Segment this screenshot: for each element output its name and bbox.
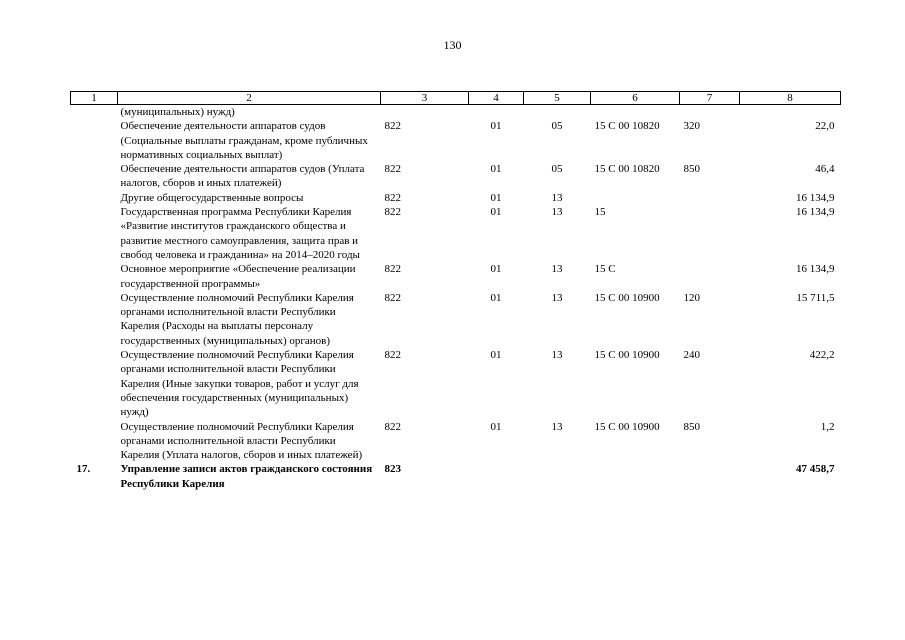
row-section-code: 01: [490, 263, 502, 276]
row-number: [71, 420, 118, 463]
row-name: (муниципальных) нужд): [120, 106, 235, 118]
row-ved-code: 822: [384, 349, 401, 362]
table-row: [71, 420, 841, 463]
row-number: [71, 191, 118, 205]
budget-table: [70, 91, 841, 491]
table-row: [71, 105, 841, 120]
row-subsection-code: 13: [551, 191, 563, 204]
row-target-article: [591, 191, 680, 205]
row-amount: 16 134,9: [796, 191, 835, 204]
row-name: Осуществление полномочий Республики Карелия органами исполнительной власти Республики Карелия (Расходы на выплаты персоналу государственных (муниципальных) органов): [120, 291, 354, 347]
row-subsection-code: 13: [551, 291, 563, 304]
row-name: Осуществление полномочий Республики Карелия органами исполнительной власти Республики Карелия (Иные закупки товаров, работ и услуг для обеспечения государственных (муниципальных) нужд): [120, 349, 359, 419]
row-amount: 16 134,9: [796, 206, 835, 219]
row-subsection-code: 13: [551, 206, 563, 219]
row-amount: 22,0: [815, 120, 835, 133]
row-number: [71, 162, 118, 191]
row-subsection-code: 13: [551, 349, 563, 362]
row-subsection-code: 05: [551, 163, 563, 176]
row-number: [71, 291, 118, 348]
row-ved-code: 822: [384, 420, 401, 433]
row-ved-code: 822: [384, 163, 401, 176]
table-row: [71, 262, 841, 291]
row-expense-type: 240: [683, 349, 700, 362]
table-row: [71, 119, 841, 162]
row-name: Осуществление полномочий Республики Карелия органами исполнительной власти Республики Карелия (Уплата налогов, сборов и иных платежей): [120, 420, 363, 462]
row-amount: 1,2: [820, 420, 835, 433]
row-amount: 16 134,9: [796, 263, 835, 276]
row-expense-type: [680, 205, 740, 262]
row-target-article: 15: [594, 206, 606, 219]
row-name: Управление записи актов гражданского состояния Республики Карелия: [120, 463, 373, 490]
header-cell: 3: [381, 92, 469, 105]
row-subsection-code: 13: [551, 263, 563, 276]
row-number: 17.: [76, 463, 91, 476]
row-number: [71, 105, 118, 120]
table-row: [71, 348, 841, 419]
table-body: [71, 105, 841, 492]
row-ved-code: 822: [384, 206, 401, 219]
row-ved-code: 822: [384, 263, 401, 276]
row-ved-code: 823: [384, 463, 401, 476]
row-expense-type: [680, 462, 740, 491]
row-expense-type: 850: [683, 420, 700, 433]
row-amount: 422,2: [809, 349, 835, 362]
row-expense-type: [680, 105, 740, 120]
header-cell: 6: [591, 92, 680, 105]
header-cell: 7: [680, 92, 740, 105]
row-expense-type: 120: [683, 291, 700, 304]
row-subsection-code: [524, 105, 591, 120]
row-amount: 15 711,5: [796, 291, 835, 304]
row-name: Другие общегосударственные вопросы: [120, 191, 304, 204]
row-number: [71, 119, 118, 162]
row-ved-code: 822: [384, 120, 401, 133]
row-expense-type: [680, 191, 740, 205]
row-target-article: 15 С 00 10900: [594, 420, 660, 433]
row-section-code: 01: [490, 349, 502, 362]
row-number: [71, 262, 118, 291]
row-name: Обеспечение деятельности аппаратов судов (Социальные выплаты гражданам, кроме публичных нормативных социальных выплат): [120, 120, 368, 161]
row-ved-code: [381, 105, 469, 120]
row-section-code: [469, 462, 524, 491]
row-target-article: 15 С 00 10900: [594, 349, 660, 362]
row-expense-type: 850: [683, 163, 700, 176]
row-amount: 47 458,7: [796, 463, 835, 476]
row-section-code: 01: [490, 206, 502, 219]
row-target-article: [591, 462, 680, 491]
row-section-code: 01: [490, 163, 502, 176]
header-row: [71, 92, 841, 105]
row-ved-code: 822: [384, 291, 401, 304]
row-expense-type: 320: [683, 120, 700, 133]
row-section-code: [469, 105, 524, 120]
header-cell: 1: [71, 92, 118, 105]
row-section-code: 01: [490, 291, 502, 304]
header-cell: 4: [469, 92, 524, 105]
page-number: 130: [443, 38, 462, 52]
row-amount: [740, 105, 841, 120]
table-header: [71, 92, 841, 105]
header-cell: 2: [118, 92, 381, 105]
row-subsection-code: 05: [551, 120, 563, 133]
row-name: Государственная программа Республики Карелия «Развитие институтов гражданского общества и развитие местного самоуправления, защита прав и свобод человека и гражданина» на 2014–2020 годы: [120, 206, 360, 261]
header-cell: 5: [524, 92, 591, 105]
row-ved-code: 822: [384, 191, 401, 204]
table-row: [71, 291, 841, 348]
table-row: [71, 191, 841, 205]
row-target-article: 15 С 00 10820: [594, 163, 660, 176]
row-number: [71, 348, 118, 419]
row-subsection-code: [524, 462, 591, 491]
row-name: Основное мероприятие «Обеспечение реализации государственной программы»: [120, 263, 356, 290]
row-section-code: 01: [490, 191, 502, 204]
row-target-article: 15 С 00 10900: [594, 291, 660, 304]
row-target-article: 15 С: [594, 263, 616, 276]
row-number: [71, 205, 118, 262]
row-section-code: 01: [490, 420, 502, 433]
row-section-code: 01: [490, 120, 502, 133]
row-target-article: [591, 105, 680, 120]
row-target-article: 15 С 00 10820: [594, 120, 660, 133]
table-row-section: [71, 462, 841, 491]
header-cell: 8: [740, 92, 841, 105]
table-row: [71, 205, 841, 262]
row-amount: 46,4: [815, 163, 835, 176]
row-expense-type: [680, 262, 740, 291]
row-name: Обеспечение деятельности аппаратов судов (Уплата налогов, сборов и иных платежей): [120, 163, 365, 190]
table-row: [71, 162, 841, 191]
row-subsection-code: 13: [551, 420, 563, 433]
